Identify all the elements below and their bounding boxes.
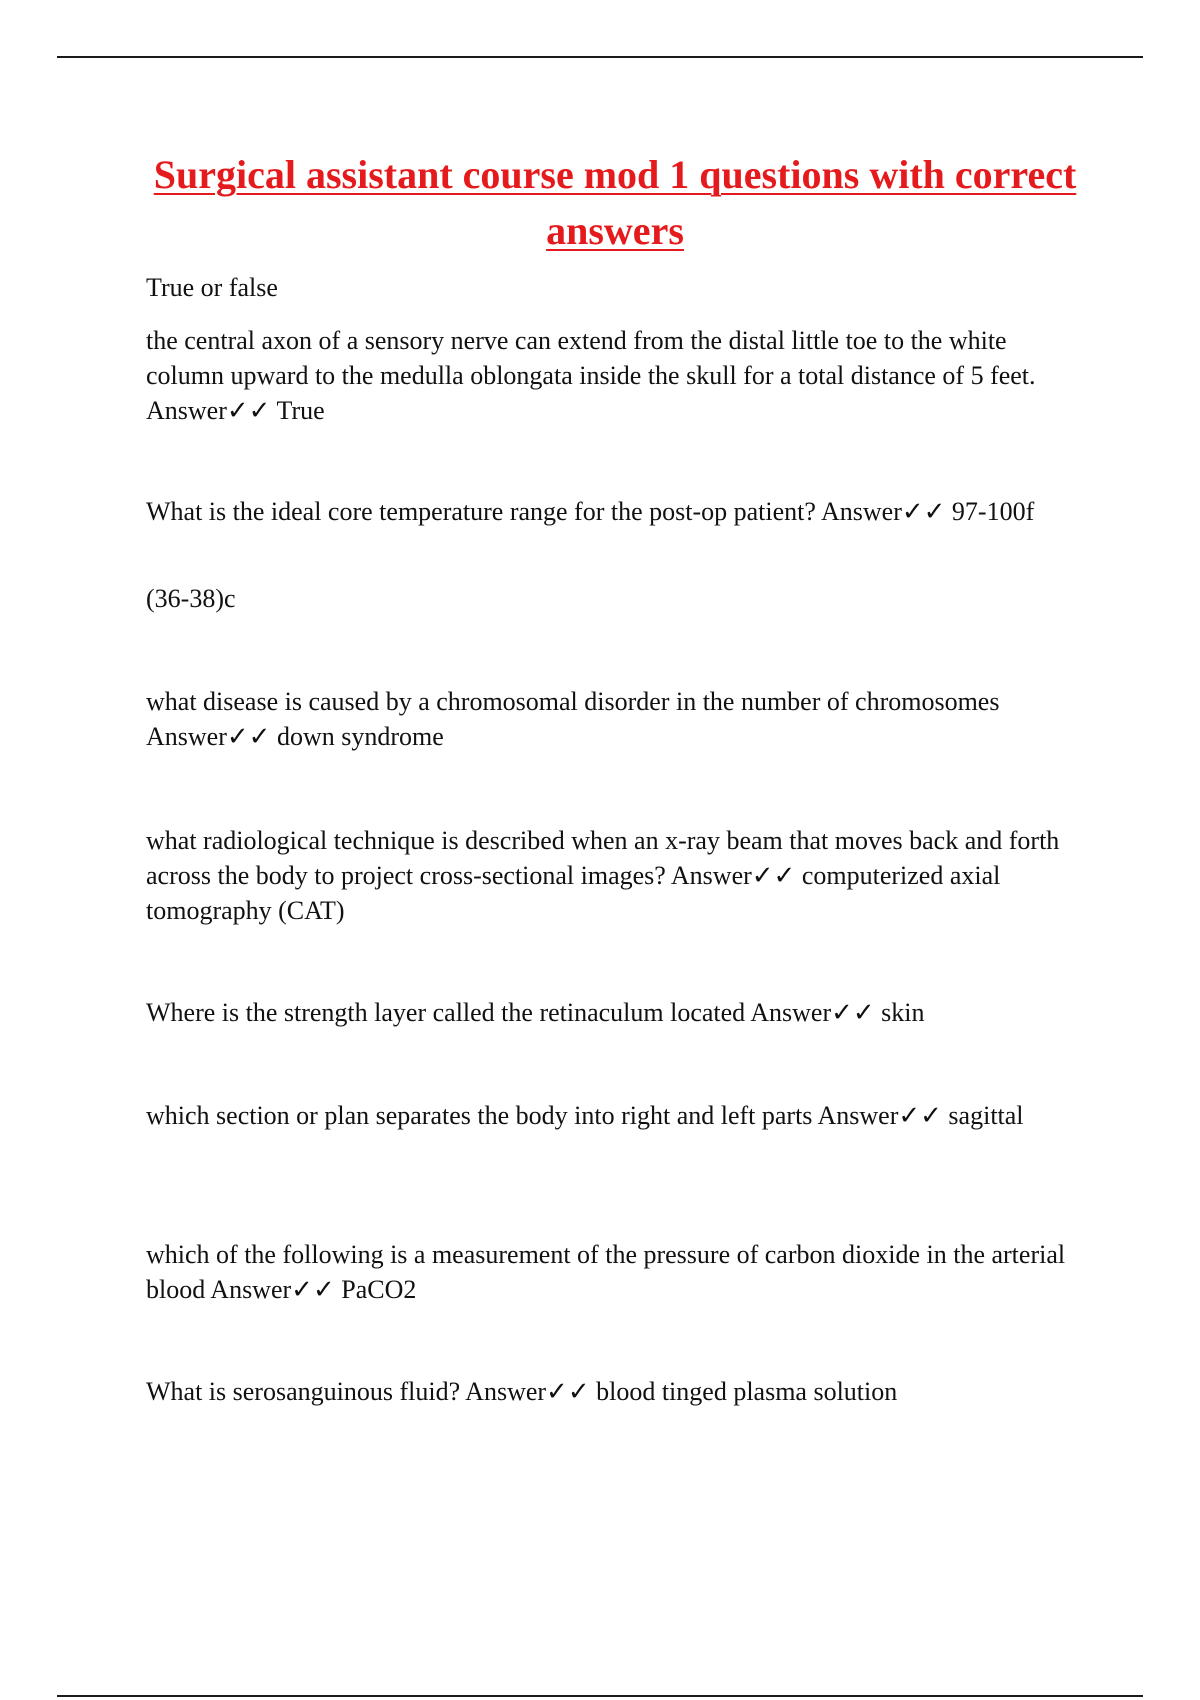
qa-item-chromosomal-disorder: what disease is caused by a chromosomal disorder in the number of chromosomes Answer✓✓ down syndrome xyxy=(146,687,1000,751)
qa-item-temperature-celsius: (36-38)c xyxy=(146,584,236,613)
footer-rule xyxy=(57,1695,1143,1697)
qa-item-radiological-technique: what radiological technique is described when an x-ray beam that moves back and forth across the body to project cross-sectional images? Answer✓✓ computerized axial tomography (CAT) xyxy=(146,826,1060,925)
qa-item-paco2: which of the following is a measurement of the pressure of carbon dioxide in the arterial blood Answer✓✓ PaCO2 xyxy=(146,1240,1066,1304)
header-rule xyxy=(57,56,1143,58)
qa-item-retinaculum: Where is the strength layer called the retinaculum located Answer✓✓ skin xyxy=(146,998,925,1027)
document-title: Surgical assistant course mod 1 questions with correct answers xyxy=(153,152,1077,253)
qa-item-core-temperature: What is the ideal core temperature range for the post-op patient? Answer✓✓ 97-100f xyxy=(146,497,1035,526)
qa-item-sagittal-section: which section or plan separates the body into right and left parts Answer✓✓ sagittal xyxy=(146,1101,1024,1130)
question-intro: True or false xyxy=(146,273,278,302)
qa-item-sensory-nerve: the central axon of a sensory nerve can extend from the distal little toe to the white column upward to the medulla oblongata inside the skull for a total distance of 5 feet. Answer✓✓ True xyxy=(146,326,1036,425)
qa-item-serosanguinous: What is serosanguinous fluid? Answer✓✓ blood tinged plasma solution xyxy=(146,1377,898,1406)
